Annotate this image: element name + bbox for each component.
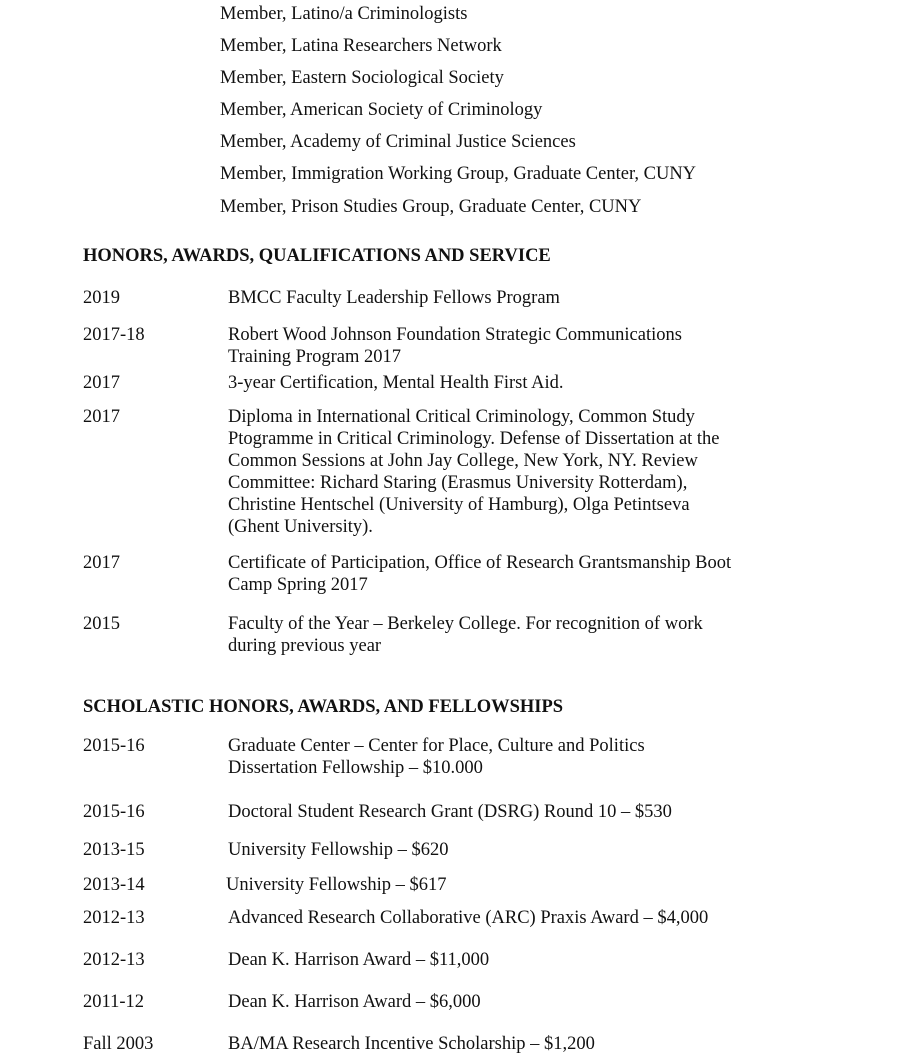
entry-line: BMCC Faculty Leadership Fellows Program xyxy=(228,288,560,308)
entry-line: Common Sessions at John Jay College, New York, NY. Review xyxy=(228,451,698,471)
entry-line: Camp Spring 2017 xyxy=(228,575,368,595)
entry-year: Fall 2003 xyxy=(83,1034,154,1054)
membership-item: Member, Prison Studies Group, Graduate Center, CUNY xyxy=(220,197,642,217)
entry-line: (Ghent University). xyxy=(228,517,373,537)
entry-year: 2017 xyxy=(83,553,120,573)
entry-description xyxy=(228,552,788,596)
membership-item: Member, American Society of Criminology xyxy=(220,100,543,120)
entry-line: Advanced Research Collaborative (ARC) Praxis Award – $4,000 xyxy=(228,908,709,928)
entry-line: Dean K. Harrison Award – $6,000 xyxy=(228,992,481,1012)
entry-line: BA/MA Research Incentive Scholarship – $1,200 xyxy=(228,1034,595,1054)
entry-line: Ptogramme in Critical Criminology. Defense of Dissertation at the xyxy=(228,429,720,449)
entry-description xyxy=(228,287,788,309)
entry-line: during previous year xyxy=(228,636,382,656)
entry-description xyxy=(228,1033,788,1055)
entry-line: 3-year Certification, Mental Health First Aid. xyxy=(228,373,564,393)
entry-line: Robert Wood Johnson Foundation Strategic Communications xyxy=(228,325,682,345)
entry-line: Training Program 2017 xyxy=(228,347,402,367)
entry-line: Christine Hentschel (University of Hamburg), Olga Petintseva xyxy=(228,495,690,515)
entry-line: Diploma in International Critical Criminology, Common Study xyxy=(228,407,695,427)
entry-description xyxy=(228,991,788,1013)
entry-year: 2015 xyxy=(83,614,120,634)
membership-item: Member, Eastern Sociological Society xyxy=(220,68,504,88)
entry-description xyxy=(228,324,788,368)
entry-line: Dean K. Harrison Award – $11,000 xyxy=(228,950,490,970)
entry-description xyxy=(228,372,788,394)
entry-description xyxy=(228,735,788,779)
membership-item: Member, Latino/a Criminologists xyxy=(220,4,468,24)
membership-item: Member, Academy of Criminal Justice Sciences xyxy=(220,132,576,152)
entry-year: 2017 xyxy=(83,373,120,393)
entry-line: Doctoral Student Research Grant (DSRG) Round 10 – $530 xyxy=(228,802,672,822)
entry-description xyxy=(228,949,788,971)
entry-year: 2017-18 xyxy=(83,325,145,345)
entry-line: Certificate of Participation, Office of Research Grantsmanship Boot xyxy=(228,553,732,573)
entry-line: University Fellowship – $620 xyxy=(228,840,449,860)
entry-year: 2015-16 xyxy=(83,736,145,756)
membership-item: Member, Latina Researchers Network xyxy=(220,36,502,56)
entry-line: University Fellowship – $617 xyxy=(226,875,447,895)
entry-line: Committee: Richard Staring (Erasmus University Rotterdam), xyxy=(228,473,688,493)
entry-description xyxy=(228,839,788,861)
entry-line: Dissertation Fellowship – $10.000 xyxy=(228,758,483,778)
entry-description xyxy=(228,406,788,538)
entry-description xyxy=(228,613,788,657)
entry-year: 2013-15 xyxy=(83,840,145,860)
entry-year: 2015-16 xyxy=(83,802,145,822)
section-heading-scholastic: SCHOLASTIC HONORS, AWARDS, AND FELLOWSHIPS xyxy=(83,697,564,717)
membership-item: Member, Immigration Working Group, Graduate Center, CUNY xyxy=(220,164,697,184)
entry-year: 2013-14 xyxy=(83,875,145,895)
section-heading-honors: HONORS, AWARDS, QUALIFICATIONS AND SERVICE xyxy=(83,246,551,266)
entry-line: Graduate Center – Center for Place, Culture and Politics xyxy=(228,736,645,756)
entry-description xyxy=(226,874,786,896)
entry-year: 2011-12 xyxy=(83,992,144,1012)
entry-year: 2012-13 xyxy=(83,908,145,928)
entry-description xyxy=(228,801,788,823)
entry-line: Faculty of the Year – Berkeley College. For recognition of work xyxy=(228,614,703,634)
entry-year: 2019 xyxy=(83,288,120,308)
entry-description xyxy=(228,907,788,929)
entry-year: 2017 xyxy=(83,407,120,427)
entry-year: 2012-13 xyxy=(83,950,145,970)
